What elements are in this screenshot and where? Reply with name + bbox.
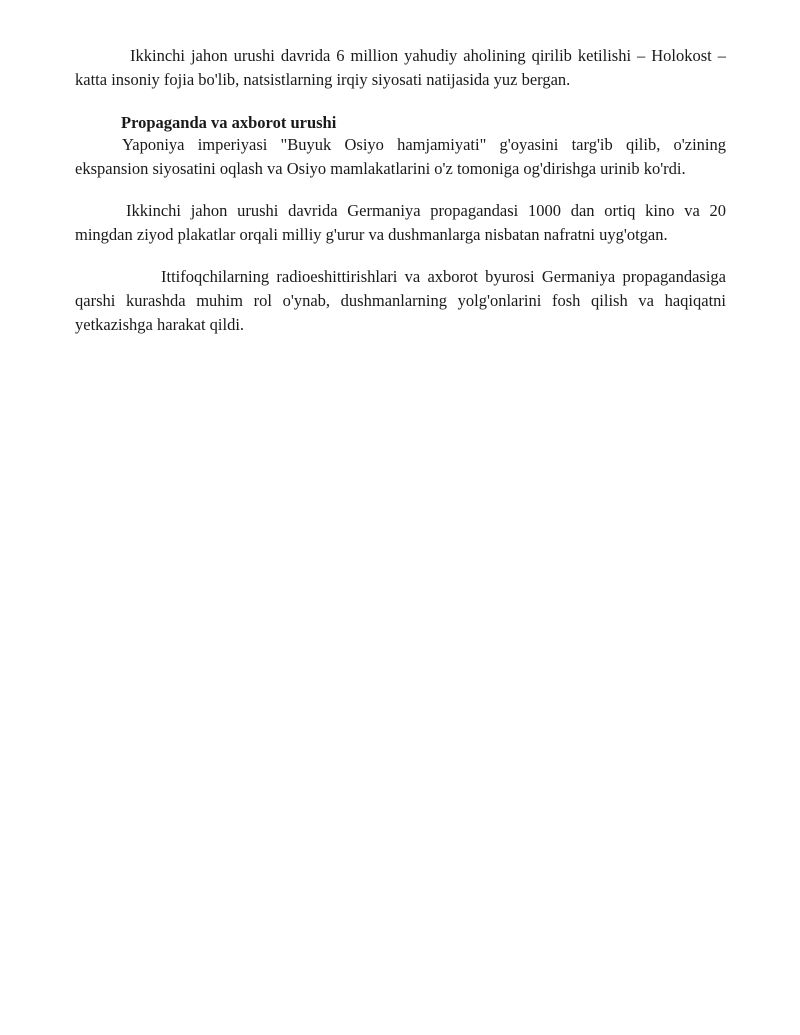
document-body: [75, 44, 726, 337]
paragraph-holocaust: Ikkinchi jahon urushi davrida 6 million yahudiy aholining qirilib ketilishi – Holokost – katta insoniy fojia bo'lib, natsistlarning irqiy siyosati natijasida yuz bergan.: [75, 46, 726, 89]
section-heading: Propaganda va axborot urushi: [121, 113, 337, 132]
paragraph-japan: Yaponiya imperiyasi "Buyuk Osiyo hamjamiyati" g'oyasini targ'ib qilib, o'zining ekspansion siyosatini oqlash va Osiyo mamlakatlarini o'z tomoniga og'dirishga urinib ko'rdi.: [75, 135, 726, 178]
paragraph-allies: Ittifoqchilarning radioeshittirishlari va axborot byurosi Germaniya propagandasiga qarshi kurashda muhim rol o'ynab, dushmanlarning yolg'onlarini fosh qilish va haqiqatni yetkazishga harakat qildi.: [75, 267, 726, 334]
paragraph-germany: Ikkinchi jahon urushi davrida Germaniya propagandasi 1000 dan ortiq kino va 20 mingdan ziyod plakatlar orqali milliy g'urur va dushmanlarga nisbatan nafratni uyg'otgan.: [75, 201, 726, 244]
